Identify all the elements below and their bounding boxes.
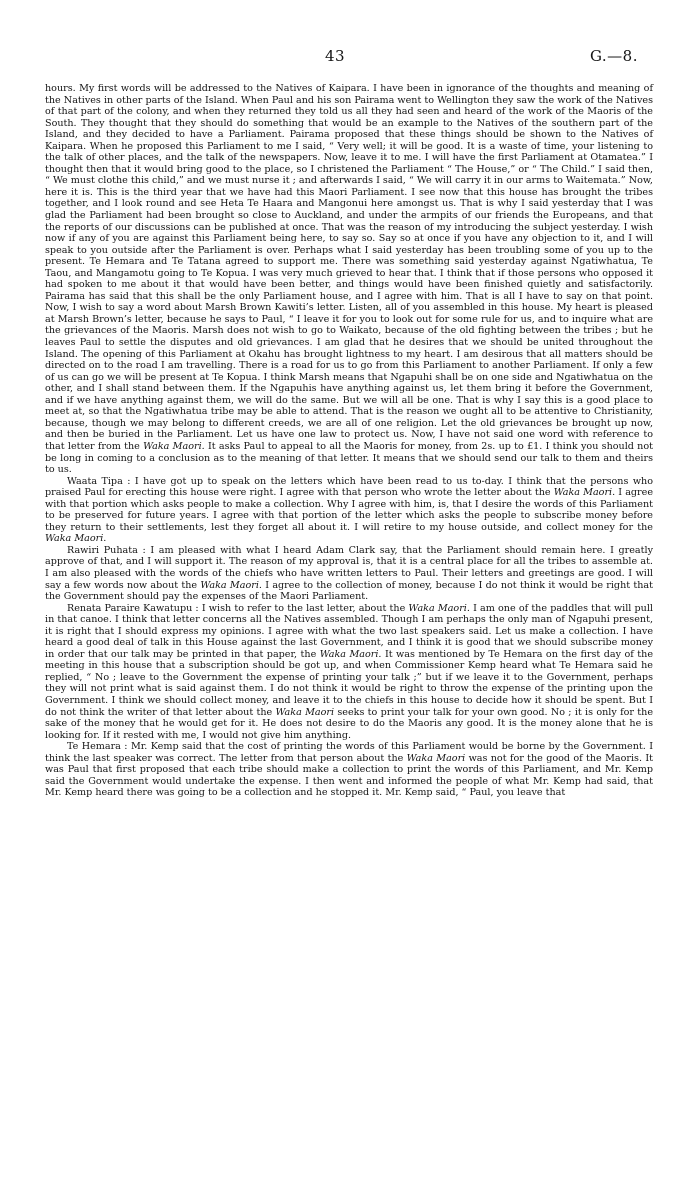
paragraph-te-hemara	[45, 741, 653, 799]
paragraph-text: I agree to the collection of money, because I do not think it would be right that the Government should pay the expenses of the Maori Parliament.	[45, 579, 653, 603]
italic-title: Waka Maori	[275, 706, 335, 718]
page-header	[0, 47, 700, 69]
paragraph-text: Rawiri Puhata : I am pleased with what I heard Adam Clark say, that the Parliament should remain here. I greatly approve of that, and I will support it. The reason of my approval is, that it is a central place for all the tribes to assemble at. I am also pleased with the words of the chiefs who have written letters to Paul. Their letters and greetings are good. I will say a few words now about the	[45, 544, 653, 591]
paragraph-text: seeks to print your talk for your own good. No ; it is only for the sake of the money that he would get for it. He does not desire to do the Maoris any good. It is the money alone that he is looking for. If it rested with me, I would not give him anything.	[45, 706, 654, 741]
page-number: 43	[325, 47, 346, 65]
italic-title: Waka Maori.	[200, 579, 262, 591]
paragraph-waata-tipa	[45, 476, 653, 545]
italic-title: Waka Maori	[406, 752, 466, 764]
italic-title: Waka Maori.	[143, 440, 205, 452]
italic-title: Waka Maori.	[408, 602, 470, 614]
paragraph-text: Waata Tipa : I have got up to speak on the letters which have been read to us to-day. I think that the persons who praised Paul for erecting this house were right. I agree with that person who wrote the letter about the	[45, 475, 653, 499]
paragraph-text: It asks Paul to appeal to all the Maoris for money, from 2s. up to £1. I think you should not be long in coming to a conclusion as to the meaning of that letter. It means that we should send our talk to them and theirs to us.	[45, 440, 653, 476]
body-text	[45, 83, 653, 799]
paragraph-kaipara-speech	[45, 83, 653, 476]
paragraph-renata-paraire-kawatupu	[45, 603, 653, 742]
italic-title: Waka Maori.	[553, 487, 616, 499]
paragraph-text: It was mentioned by Te Hemara on the first day of the meeting in this house that a subscription should be got up, and when Commissioner Kemp heard what Te Hemara said he replied, “ No ; leave to the Government the expense of printing your talk ;” but if we leave it to the Government, perhaps they will not print what is said against them. I do not think it would be right to throw the expense of the printing upon the Government. I think we should collect money, and leave it to the chiefs in this house to decide how it should be spent. But I do not think the writer of that letter about the	[45, 648, 653, 718]
paragraph-text: I am one of the paddles that will pull in that canoe. I think that letter concerns all the Natives assembled. Though I am perhaps the only man of Ngapuhi present, it is right that I should express my opinions. I agree with what the two last speakers said. Let us make a collection. I have heard a good deal of talk in this House against the last Government, and I think it is good that we should subscribe money in order that our talk may be printed in that paper, the	[45, 602, 653, 660]
italic-title: Waka Maori.	[319, 648, 382, 660]
paragraph-text: Te Hemara : Mr. Kemp said that the cost of printing the words of this Parliament would be borne by the Government. I think the last speaker was correct. The letter from that person about the	[45, 741, 653, 764]
paragraph-text: Renata Paraire Kawatupu : I wish to refer to the last letter, about the	[67, 602, 409, 614]
paragraph-rawiri-puhata	[45, 545, 653, 603]
document-reference: G.—8.	[589, 47, 638, 65]
italic-title: Waka Maori.	[45, 533, 107, 545]
paragraph-text: I agree with that portion which asks people to make a collection. Why I agree with him, is, that I desire the words of this Parliament to be preserved for future years. I agree with that portion of the letter which asks the people to subscribe money before they return to their settlements, lest they forget all about it. I will retire to my house outside, and collect money for the	[45, 487, 653, 533]
paragraph-text: was not for the good of the Maoris. It was Paul that first proposed that each tribe should make a collection to print the words of this Parliament, and Mr. Kemp said the Government would undertake the expense. I then went and informed the people of what Mr. Kemp had said, that Mr. Kemp heard there was going to be a collection and he stopped it. Mr. Kemp said, “ Paul, you leave that	[45, 752, 653, 799]
paragraph-text: hours. My first words will be addressed to the Natives of Kaipara. I have been in ignorance of the thoughts and meaning of the Natives in other parts of the Island. When Paul and his son Pairama went to Wellington they saw the work of the Natives of that part of the colony, and when they returned they told us all they had seen and heard of the work of the Maoris of the South. They thought that they should do something that would be an example to the Natives of the southern part of the Island, and they decided to have a Parliament. Pairama proposed that these things should be shown to the Natives of Kaipara. When he proposed this Parliament to me I said, “ Very well; it will be good. It is a waste of time, your listening to the talk of other places, and the talk of the newspapers. Now, leave it to me. I will have the first Parliament at Otamatea.” I thought then that it would bring good to the place, so I christened the Parliament “ The House,” or “ The Child.” I said then, “ We must clothe this child,” and we must nurse it ; and afterwards I said, “ We will carry it in our arms to Waitemata.” Now, here it is. This is the third year that we have had this Maori Parliament. I see now that this house has brought the tribes together, and I look round and see Heta Te Haara and Mangonui here amongst us. That is why I said yesterday that I was glad the Parliament had been brought so close to Auckland, and under the armpits of our friends the Europeans, and that the reports of our discussions can be published at once. That was the reason of my introducing the subject yesterday. I wish now if any of you are against this Parliament being here, to say so. Say so at once if you have any objection to it, and I will speak to you outside after the Parliament is over. Perhaps what I said yesterday has been troubling some of you up to the present. Te Hemara and Te Tatana agreed to support me. There was something said yesterday against Ngatiwhatua, Te Taou, and Mangamotu going to Te Kopua. I was very much grieved to hear that. I think that if those persons who opposed it had spoken to me about it that would have been better, and things would have been finished quietly and satisfactorily. Pairama has said that this shall be the only Parliament house, and I agree with him. That is all I have to say on that point. Now, I wish to say a word about Marsh Brown Kawiti’s letter. Listen, all of you assembled in this house. My heart is pleased at Marsh Brown’s letter, because he says to Paul, “ I leave it for you to look out for some rule for us, and to inquire what are the grievances of the Maoris. Marsh does not wish to go to Waikato, because of the old fighting between the tribes ; but he leaves Paul to settle the disputes and old grievances. I am glad that he desires that we should be united throughout the Island. The opening of this Parliament at Okahu has brought lightness to my heart. I am desirous that all matters should be directed on to the road I am travelling. There is a road for us to go from this Parliament to another Parliament. If only a few of us can go we will be present at Te Kopua. I think Marsh means that Ngapuhi shall be on one side and Ngatiwhatua on the other, and I shall stand between them. If the Ngapuhis have anything against us, let them bring it before the Government, and if we have anything against them, we will do the same. But we will all be one. That is why I say this is a good place to meet at, so that the Ngatiwhatua tribe may be able to attend. That is the reason we ought all to be attentive to Christianity, because, though we may belong to different creeds, we are all of one religion. Let the old grievances be brought up now, and then be buried in the Parliament. Let us have one law to protect us. Now, I have not said one word with reference to that letter from the	[45, 83, 653, 452]
